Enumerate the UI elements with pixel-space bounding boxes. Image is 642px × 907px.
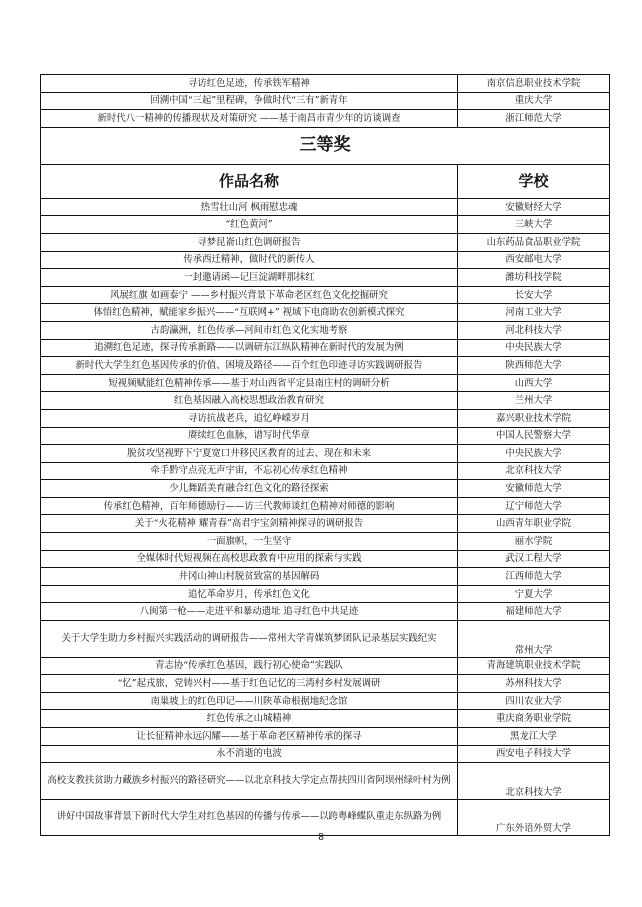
entry-title: 追溯红色足迹，探寻传承新路——以调研东江纵队精神在新时代的发展为例	[41, 339, 458, 357]
table-row	[41, 286, 610, 304]
table-row	[41, 75, 610, 93]
entry-title: 短视频赋能红色精神传承——基于对山西省平定县南庄村的调研分析	[41, 374, 458, 392]
entry-title: 南巢坡上的红色印记——川陕革命根据地纪念馆	[41, 692, 458, 710]
entry-title: 寻梦昆嵛山红色调研报告	[41, 233, 458, 251]
entry-school: 江西师范大学	[458, 568, 610, 586]
entry-title: 让长征精神永远闪耀——基于革命老区精神传承的探寻	[41, 727, 458, 745]
entry-school: 河北科技大学	[458, 321, 610, 339]
entry-school: 宁夏大学	[458, 585, 610, 603]
entry-title: 脱贫攻坚视野下宁夏宽口井移民区教育的过去、现在和未来	[41, 445, 458, 463]
entry-school: 陕西师范大学	[458, 357, 610, 375]
entry-title: 永不消逝的电波	[41, 745, 458, 763]
table-row	[41, 392, 610, 410]
entry-school: 潍坊科技学院	[458, 269, 610, 287]
entry-title: 寻访红色足迹，传承铁军精神	[41, 75, 458, 93]
table-row	[41, 710, 610, 728]
entry-school: 浙江师范大学	[458, 110, 610, 128]
table-row	[41, 497, 610, 515]
table-row	[41, 198, 610, 216]
entry-school: 安徽师范大学	[458, 480, 610, 498]
table-row	[41, 462, 610, 480]
entry-title: 八闽第一枪——走进平和暴动遗址 追寻红色中共足迹	[41, 603, 458, 621]
entry-school: 西安电子科技大学	[458, 745, 610, 763]
table-row	[41, 233, 610, 251]
entry-title: 传承红色精神，百年师德励行——访三代教师谈红色精神对师德的影响	[41, 497, 458, 515]
section-header	[41, 127, 610, 198]
entry-school: 黑龙江大学	[458, 727, 610, 745]
entry-school: 重庆大学	[458, 92, 610, 110]
entry-title: 关于“火花精神 耀青春”高君宇宝剑精神探寻的调研报告	[41, 515, 458, 533]
entry-school: 中央民族大学	[458, 445, 610, 463]
table-row	[41, 216, 610, 234]
column-header-school: 学校	[458, 164, 610, 198]
table-row	[41, 110, 610, 128]
table-row	[41, 269, 610, 287]
entry-title: 赓续红色血脉，谱写时代华章	[41, 427, 458, 445]
table-row	[41, 692, 610, 710]
table-row	[41, 374, 610, 392]
entry-title: 寻访抗战老兵，追忆峥嵘岁月	[41, 409, 458, 427]
awards-table	[40, 74, 610, 836]
entry-title: 新时代八一精神的传播现状及对策研究 ——基于南昌市青少年的访谈调查	[41, 110, 458, 128]
entry-title: 高校支教扶贫助力藏族乡村振兴的路径研究——以北京科技大学定点帮扶四川省阿坝州绿叶村为例	[41, 763, 458, 800]
entry-school: 武汉工程大学	[458, 550, 610, 568]
table-row	[41, 480, 610, 498]
entry-title: 关于大学生助力乡村振兴实践活动的调研报告——常州大学青媒筑梦团队记录基层实践纪实	[41, 621, 458, 658]
table-row	[41, 603, 610, 621]
entry-title: 传承西迁精神，做时代的新传人	[41, 251, 458, 269]
entry-title: 全媒体时代短视频在高校思政教育中应用的探索与实践	[41, 550, 458, 568]
entry-school: 福建师范大学	[458, 603, 610, 621]
top-rows	[41, 75, 610, 128]
table-row	[41, 251, 610, 269]
entry-school: 四川农业大学	[458, 692, 610, 710]
entry-school: 山东药品食品职业学院	[458, 233, 610, 251]
table-row	[41, 304, 610, 322]
table-row	[41, 657, 610, 675]
entry-title: 红色传承之山城精神	[41, 710, 458, 728]
table-row	[41, 445, 610, 463]
table-row	[41, 745, 610, 763]
entry-school: 辽宁师范大学	[458, 497, 610, 515]
entry-school: 南京信息职业技术学院	[458, 75, 610, 93]
table-row	[41, 515, 610, 533]
table-row	[41, 675, 610, 693]
entry-title: 风展红旗 如画泰宁 ——乡村振兴背景下革命老区红色文化挖掘研究	[41, 286, 458, 304]
table-row	[41, 585, 610, 603]
entry-title: 一封邀请函—记巨淀湖畔那抹红	[41, 269, 458, 287]
entry-title: 红色基因融入高校思想政治教育研究	[41, 392, 458, 410]
third-prize-rows	[41, 198, 610, 835]
entry-school: 西安邮电大学	[458, 251, 610, 269]
page-number: 8	[318, 832, 324, 843]
entry-title: 讲好中国故事背景下新时代大学生对红色基因的传播与传承——以跨粤峰蝶队重走东纵路为例	[41, 799, 458, 836]
entry-title: 体悟红色精神，赋能家乡振兴——“互联网+” 视域下电商助农创新模式探究	[41, 304, 458, 322]
table-row	[41, 339, 610, 357]
table-row	[41, 321, 610, 339]
entry-school: 三峡大学	[458, 216, 610, 234]
table-row	[41, 357, 610, 375]
entry-title: 新时代大学生红色基因传承的价值、困境及路径——百个红色印迹寻访实践调研报告	[41, 357, 458, 375]
entry-title: 井冈山神山村脱贫致富的基因解码	[41, 568, 458, 586]
entry-title: 古韵瀛洲，红色传承—河间市红色文化实地考察	[41, 321, 458, 339]
entry-title: “忆”起戎旅，党铸兴村——基于红色记忆的三湾村乡村发展调研	[41, 675, 458, 693]
entry-school: 中国人民警察大学	[458, 427, 610, 445]
entry-school: 北京科技大学	[458, 462, 610, 480]
table-row	[41, 427, 610, 445]
table-row	[41, 799, 610, 836]
table-row	[41, 550, 610, 568]
entry-title: 回溯中国“三起”里程碑，争做时代“三有”新青年	[41, 92, 458, 110]
entry-title: 热雪壮山河 枫雨慰忠魂	[41, 198, 458, 216]
entry-school: 长安大学	[458, 286, 610, 304]
column-header-row	[41, 164, 610, 198]
entry-school: 青海建筑职业技术学院	[458, 657, 610, 675]
entry-school: 山西大学	[458, 374, 610, 392]
entry-school: 兰州大学	[458, 392, 610, 410]
entry-school: 苏州科技大学	[458, 675, 610, 693]
entry-school: 中央民族大学	[458, 339, 610, 357]
entry-school: 嘉兴职业技术学院	[458, 409, 610, 427]
entry-title: 追忆革命岁月，传承红色文化	[41, 585, 458, 603]
table-row	[41, 92, 610, 110]
table-row	[41, 763, 610, 800]
entry-school: 山西青年职业学院	[458, 515, 610, 533]
column-header-title: 作品名称	[41, 164, 458, 198]
entry-school: 广东外语外贸大学	[458, 799, 610, 836]
entry-school: 河南工业大学	[458, 304, 610, 322]
entry-school: 重庆商务职业学院	[458, 710, 610, 728]
table-row	[41, 568, 610, 586]
entry-title: “红色黄河”	[41, 216, 458, 234]
entry-title: 青志协“传承红色基因，践行初心使命”实践队	[41, 657, 458, 675]
section-title: 三等奖	[41, 127, 610, 164]
entry-school: 丽水学院	[458, 533, 610, 551]
entry-school: 安徽财经大学	[458, 198, 610, 216]
entry-school: 北京科技大学	[458, 763, 610, 800]
entry-title: 牵手黔守点亮无声宇宙，不忘初心传承红色精神	[41, 462, 458, 480]
section-title-row	[41, 127, 610, 164]
awards-sheet	[40, 74, 603, 836]
entry-title: 少儿舞蹈美育融合红色文化的路径探索	[41, 480, 458, 498]
table-row	[41, 621, 610, 658]
entry-school: 常州大学	[458, 621, 610, 658]
table-row	[41, 533, 610, 551]
table-row	[41, 409, 610, 427]
entry-title: 一面旗帜，一生坚守	[41, 533, 458, 551]
table-row	[41, 727, 610, 745]
